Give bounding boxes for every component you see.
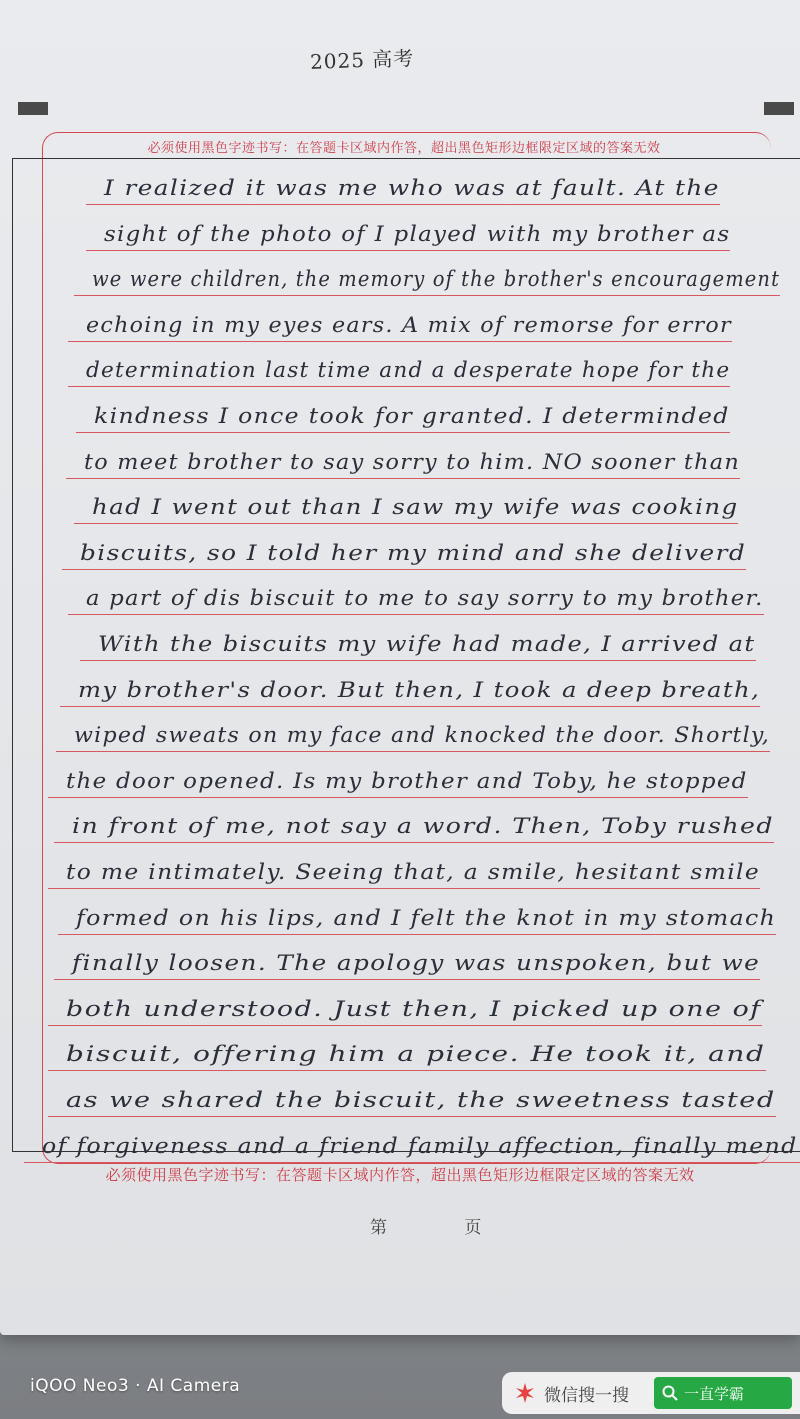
ruled-line xyxy=(68,386,730,387)
essay-line: as we shared the biscuit, the sweetness tasted xyxy=(66,1088,776,1112)
essay-line: to meet brother to say sorry to him. NO sooner than xyxy=(84,449,740,474)
ruled-line xyxy=(76,432,730,433)
essay-line: wiped sweats on my face and knocked the door. Shortly, xyxy=(74,723,770,748)
camera-watermark: iQOO Neo3 · AI Camera xyxy=(30,1376,241,1396)
essay-line: my brother's door. But then, I took a deep breath, xyxy=(78,677,761,702)
essay-line: a part of dis biscuit to me to say sorry to my brother. xyxy=(86,586,764,611)
essay-line: With the biscuits my wife had made, I arrived at xyxy=(98,632,756,656)
essay-line: had I went out than I saw my wife was cooking xyxy=(92,495,739,520)
ruled-line xyxy=(56,751,770,752)
essay-line: biscuit, offering him a piece. He took it, and xyxy=(66,1042,766,1067)
wechat-search-logo-icon xyxy=(512,1380,538,1406)
ruled-line xyxy=(66,478,740,479)
ruled-line xyxy=(48,1116,776,1117)
ruled-line xyxy=(86,204,720,205)
essay-line: in front of me, not say a word. Then, Toby rushed xyxy=(72,814,774,839)
essay-line: the door opened. Is my brother and Toby, he stopped xyxy=(66,768,748,793)
ruled-line xyxy=(74,295,780,296)
ruled-line xyxy=(58,934,776,935)
page-number-label: 第 页 xyxy=(370,1218,518,1238)
essay-line: I realized it was me who was at fault. At the xyxy=(104,176,720,200)
handwritten-exam-note: 2025 高考 xyxy=(309,46,415,74)
search-result-button[interactable] xyxy=(654,1377,792,1409)
top-instruction: 必须使用黑色字迹书写：在答题卡区域内作答，超出黑色矩形边框限定区域的答案无效 xyxy=(147,141,661,156)
essay-line: sight of the photo of I played with my brother as xyxy=(104,221,731,246)
essay-line: of forgiveness and a friend family affection, finally mend xyxy=(42,1133,798,1158)
ruled-line xyxy=(24,1162,800,1163)
wechat-search-bar[interactable] xyxy=(502,1372,800,1414)
ruled-line xyxy=(48,1070,766,1071)
essay-line: to me intimately. Seeing that, a smile, hesitant smile xyxy=(66,860,760,884)
ruled-line xyxy=(48,1025,762,1026)
alignment-marker-left xyxy=(18,102,48,115)
essay-line: formed on his lips, and I felt the knot in my stomach xyxy=(76,905,777,930)
essay-line: determination last time and a desperate hope for the xyxy=(86,358,731,383)
ruled-line xyxy=(86,250,730,251)
search-button-label: 一直学霸 xyxy=(684,1384,745,1403)
magnifier-icon xyxy=(662,1385,678,1401)
bottom-instruction: 必须使用黑色字迹书写：在答题卡区域内作答，超出黑色矩形边框限定区域的答案无效 xyxy=(105,1166,695,1184)
ruled-line xyxy=(68,341,732,342)
essay-line: finally loosen. The apology was unspoken, but we xyxy=(72,951,761,976)
essay-line: biscuits, so I told her my mind and she deliverd xyxy=(80,540,747,565)
wechat-search-label: 微信搜一搜 xyxy=(544,1385,629,1406)
essay-line: kindness I once took for granted. I determinded xyxy=(94,404,730,428)
ruled-line xyxy=(60,706,760,707)
ruled-line xyxy=(62,569,746,570)
ruled-line xyxy=(48,797,748,798)
ruled-line xyxy=(54,842,774,843)
ruled-line xyxy=(80,660,756,661)
ruled-line xyxy=(48,888,760,889)
essay-line: both understood. Just then, I picked up one of xyxy=(66,996,762,1021)
ruled-line xyxy=(74,523,738,524)
essay-line: we were children, the memory of the brother's encouragement xyxy=(92,267,781,292)
essay-line: echoing in my eyes ears. A mix of remorse for error xyxy=(86,312,732,337)
ruled-line xyxy=(68,614,764,615)
ruled-line xyxy=(54,979,760,980)
alignment-marker-right xyxy=(764,102,794,115)
